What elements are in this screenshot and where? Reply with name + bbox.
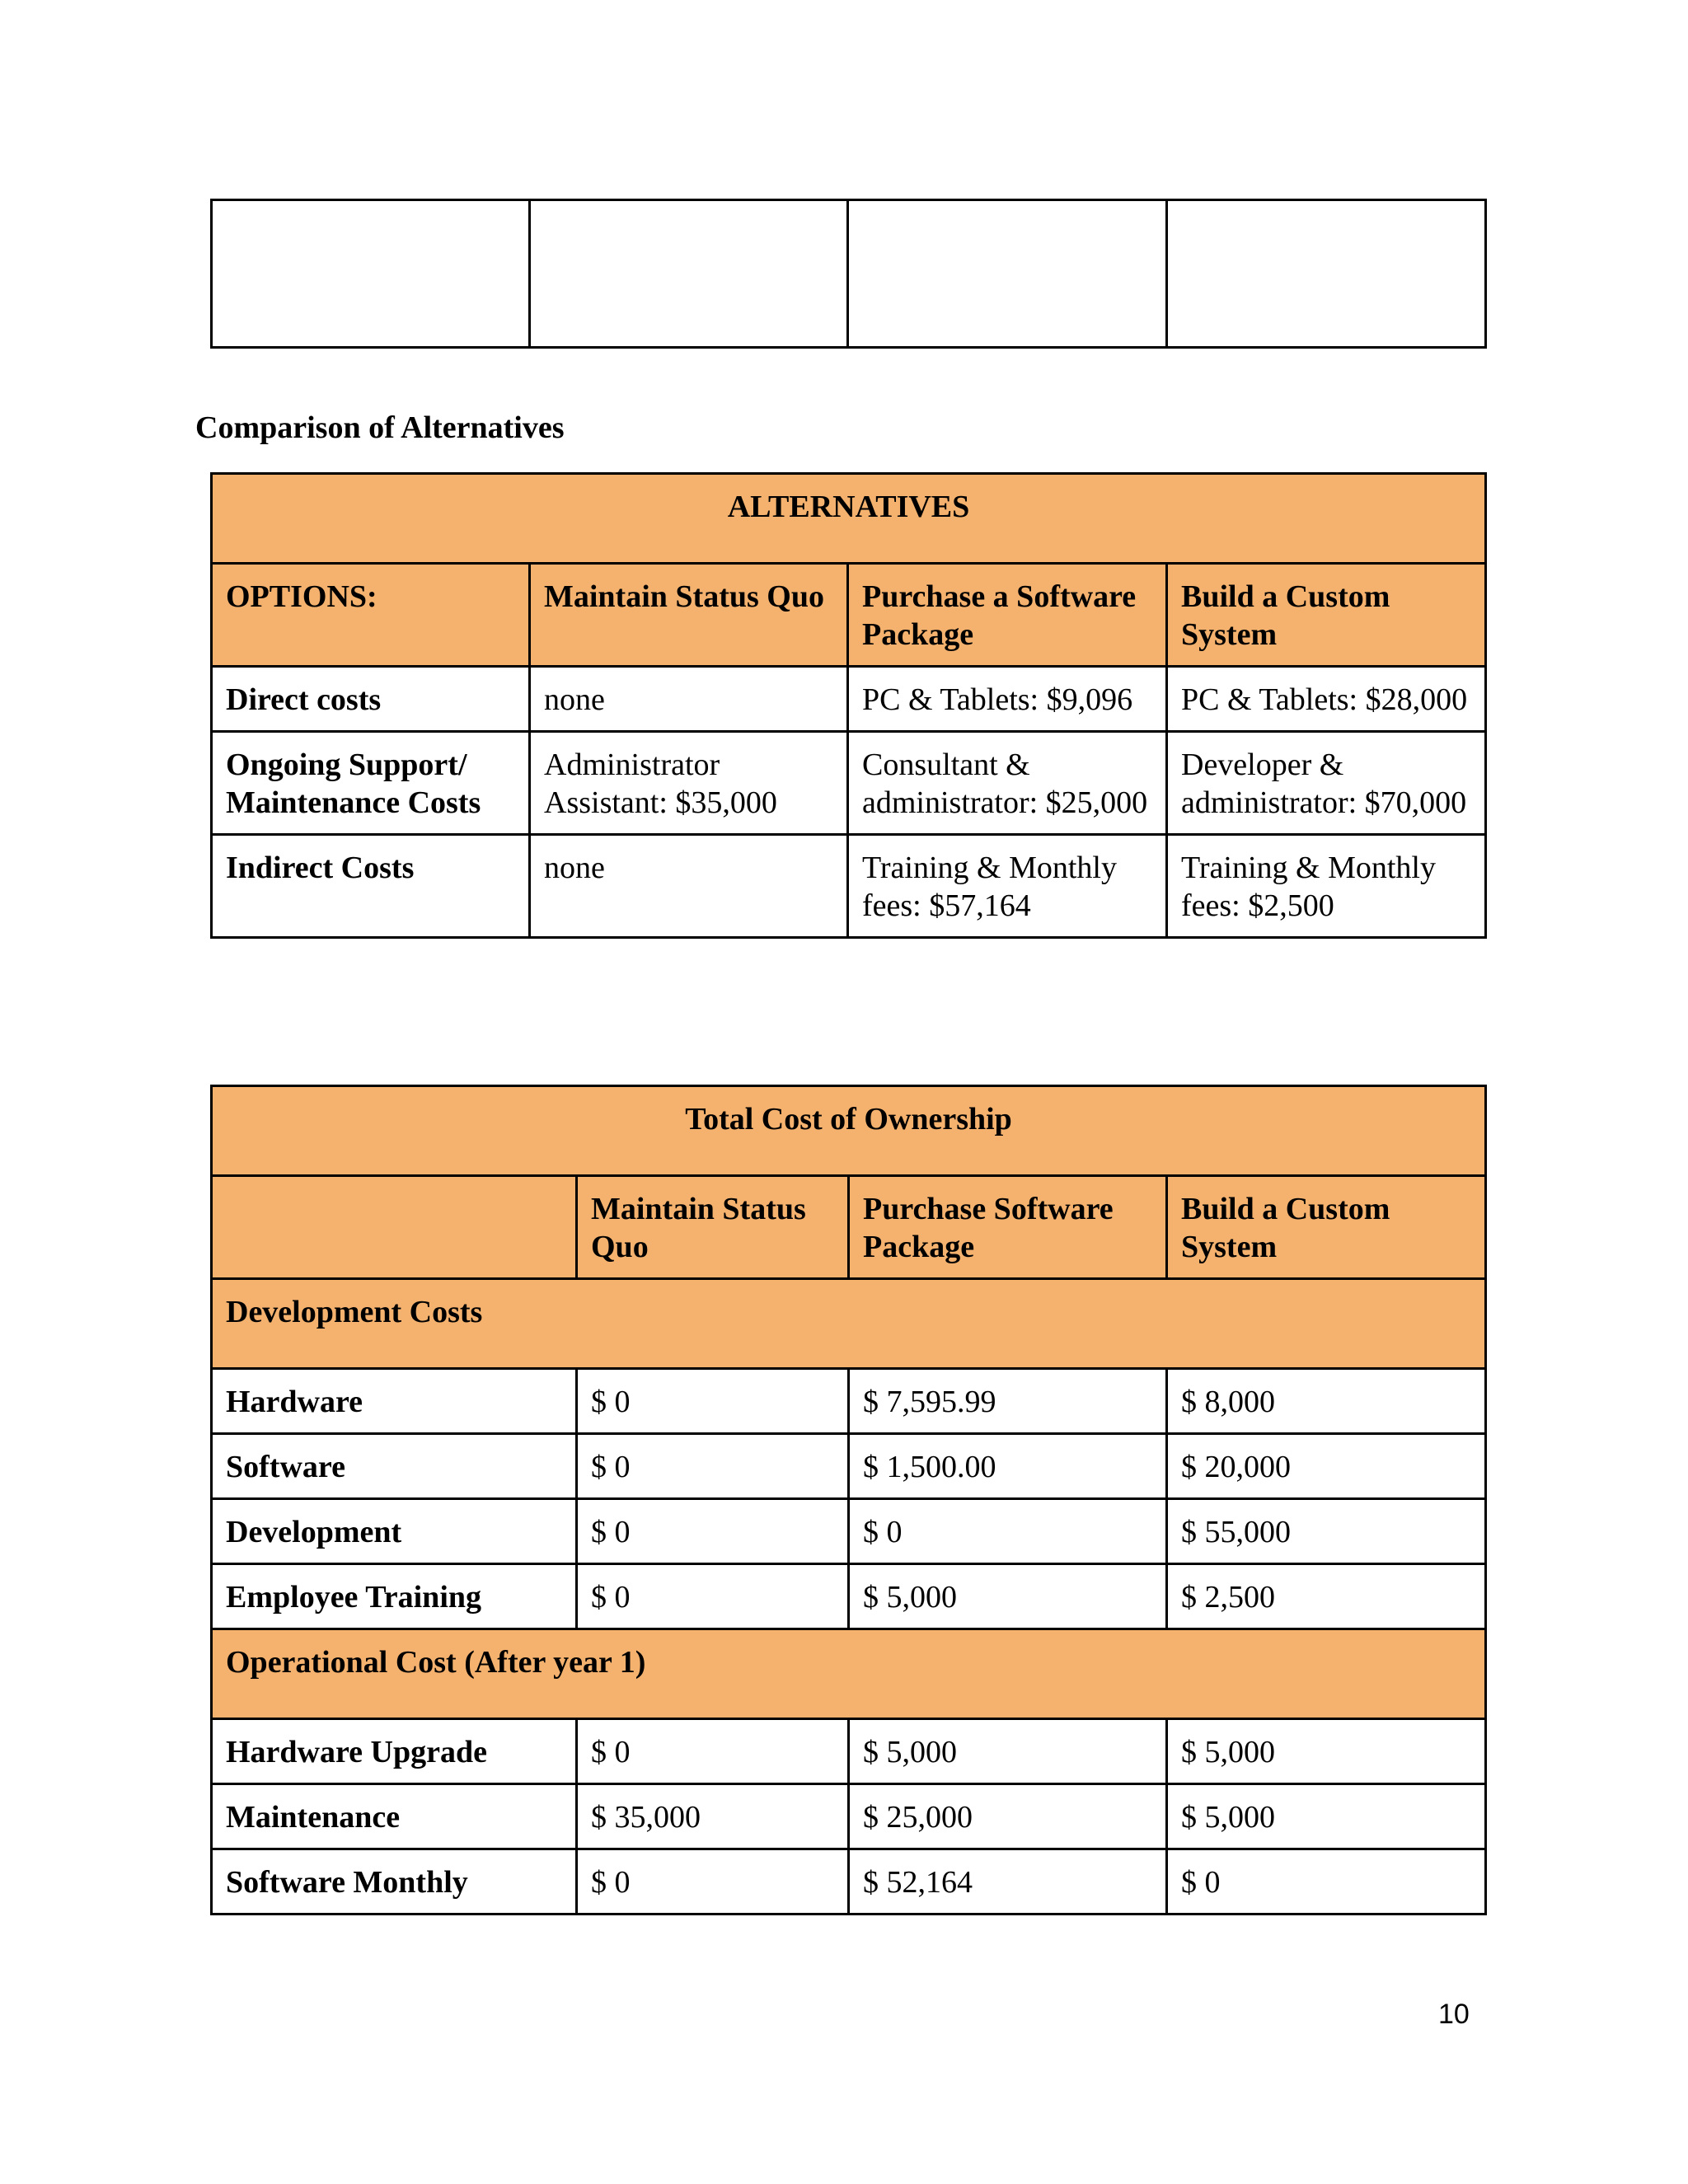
table-cell: Training & Monthly fees: $57,164 (848, 835, 1167, 938)
empty-cell (530, 200, 848, 348)
table-cell: $ 5,000 (1167, 1719, 1486, 1784)
table-title-row (212, 474, 1486, 564)
table-title-row (212, 1086, 1486, 1176)
table-cell: $ 0 (577, 1849, 849, 1915)
table-cell: Developer & administrator: $70,000 (1167, 732, 1486, 835)
table-cell: $ 0 (1167, 1849, 1486, 1915)
alternatives-table (210, 472, 1487, 939)
table-row (212, 1499, 1486, 1564)
table-row (212, 732, 1486, 835)
table-cell: Administrator Assistant: $35,000 (530, 732, 848, 835)
table-row (212, 200, 1486, 348)
section-row (212, 1629, 1486, 1719)
table-cell: $ 7,595.99 (849, 1369, 1167, 1434)
table-row (212, 1564, 1486, 1629)
section-row (212, 1279, 1486, 1369)
column-header: Purchase a Software Package (848, 564, 1167, 667)
row-label: Hardware Upgrade (212, 1719, 577, 1784)
table-row (212, 835, 1486, 938)
table-cell: $ 5,000 (849, 1719, 1167, 1784)
column-header: Maintain Status Quo (577, 1176, 849, 1279)
column-header: Build a Custom System (1167, 1176, 1486, 1279)
row-label: Direct costs (212, 667, 530, 732)
table-cell: $ 2,500 (1167, 1564, 1486, 1629)
empty-cell (212, 200, 530, 348)
table-cell: $ 0 (577, 1719, 849, 1784)
table-cell: PC & Tablets: $28,000 (1167, 667, 1486, 732)
row-label: Development (212, 1499, 577, 1564)
empty-cell (848, 200, 1167, 348)
table-row (212, 1369, 1486, 1434)
column-header: Purchase Software Package (849, 1176, 1167, 1279)
table-cell: $ 0 (577, 1369, 849, 1434)
table-header-row (212, 1176, 1486, 1279)
column-header: OPTIONS: (212, 564, 530, 667)
section-label: Operational Cost (After year 1) (212, 1629, 1486, 1719)
table-row (212, 1784, 1486, 1849)
table-row (212, 1434, 1486, 1499)
empty-table (210, 199, 1487, 349)
table-row (212, 1849, 1486, 1915)
column-header: Build a Custom System (1167, 564, 1486, 667)
table-cell: $ 8,000 (1167, 1369, 1486, 1434)
row-label: Maintenance (212, 1784, 577, 1849)
tco-table (210, 1085, 1487, 1915)
empty-cell (1167, 200, 1486, 348)
section-heading: Comparison of Alternatives (195, 410, 565, 445)
row-label: Software (212, 1434, 577, 1499)
row-label: Hardware (212, 1369, 577, 1434)
table-cell: $ 1,500.00 (849, 1434, 1167, 1499)
row-label: Indirect Costs (212, 835, 530, 938)
table-cell: none (530, 835, 848, 938)
table-cell: $ 5,000 (849, 1564, 1167, 1629)
table-cell: $ 0 (577, 1434, 849, 1499)
table-cell: $ 0 (849, 1499, 1167, 1564)
table-title: ALTERNATIVES (212, 474, 1486, 564)
column-header (212, 1176, 577, 1279)
row-label: Employee Training (212, 1564, 577, 1629)
table-title: Total Cost of Ownership (212, 1086, 1486, 1176)
table-cell: Consultant & administrator: $25,000 (848, 732, 1167, 835)
table-cell: none (530, 667, 848, 732)
table-row (212, 667, 1486, 732)
row-label: Ongoing Support/ Maintenance Costs (212, 732, 530, 835)
table-cell: $ 52,164 (849, 1849, 1167, 1915)
table-cell: $ 0 (577, 1499, 849, 1564)
table-header-row (212, 564, 1486, 667)
page-number: 10 (1438, 1999, 1470, 2030)
table-row (212, 1719, 1486, 1784)
table-cell: $ 20,000 (1167, 1434, 1486, 1499)
table-cell: Training & Monthly fees: $2,500 (1167, 835, 1486, 938)
column-header: Maintain Status Quo (530, 564, 848, 667)
row-label: Software Monthly (212, 1849, 577, 1915)
table-cell: $ 55,000 (1167, 1499, 1486, 1564)
table-cell: $ 35,000 (577, 1784, 849, 1849)
section-label: Development Costs (212, 1279, 1486, 1369)
table-cell: $ 0 (577, 1564, 849, 1629)
table-cell: $ 25,000 (849, 1784, 1167, 1849)
table-cell: PC & Tablets: $9,096 (848, 667, 1167, 732)
table-cell: $ 5,000 (1167, 1784, 1486, 1849)
